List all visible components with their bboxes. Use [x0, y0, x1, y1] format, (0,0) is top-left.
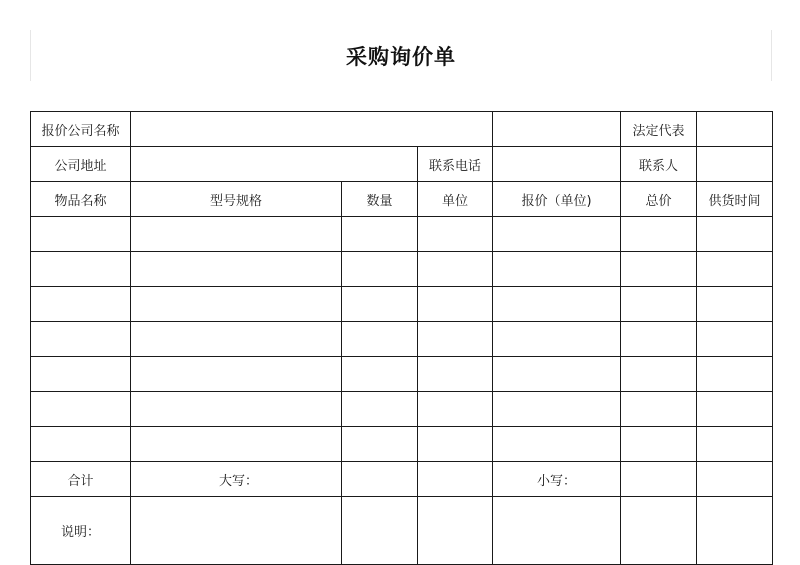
col-header-total-price: 总价 [621, 182, 697, 217]
company-name-label: 报价公司名称 [31, 112, 131, 147]
cell-quantity[interactable] [342, 217, 418, 252]
cell-total-price[interactable] [621, 217, 697, 252]
cell-item-name[interactable] [31, 357, 131, 392]
inquiry-table [30, 111, 773, 565]
address-field[interactable] [131, 147, 418, 182]
cell-delivery-time[interactable] [697, 427, 773, 462]
info-row-company [31, 112, 773, 147]
cell-unit[interactable] [418, 392, 493, 427]
cell-delivery-time[interactable] [697, 252, 773, 287]
legal-rep-field[interactable] [697, 112, 773, 147]
cell-unit[interactable] [418, 287, 493, 322]
col-header-delivery-time: 供货时间 [697, 182, 773, 217]
company-name-field[interactable] [131, 112, 493, 147]
cell-quantity[interactable] [342, 252, 418, 287]
cell-unit[interactable] [418, 252, 493, 287]
notes-cell-4[interactable] [493, 497, 621, 565]
cell-model-spec[interactable] [131, 427, 342, 462]
cell-quantity[interactable] [342, 322, 418, 357]
total-row [31, 462, 773, 497]
cell-quantity[interactable] [342, 427, 418, 462]
table-row [31, 217, 773, 252]
cell-quote[interactable] [493, 427, 621, 462]
cell-unit[interactable] [418, 427, 493, 462]
notes-cell-2[interactable] [342, 497, 418, 565]
cell-item-name[interactable] [31, 392, 131, 427]
col-header-quantity: 数量 [342, 182, 418, 217]
phone-field[interactable] [493, 147, 621, 182]
cell-quote[interactable] [493, 217, 621, 252]
cell-total-price[interactable] [621, 357, 697, 392]
column-header-row [31, 182, 773, 217]
table-row [31, 252, 773, 287]
total-cell-quantity[interactable] [342, 462, 418, 497]
col-header-model-spec: 型号规格 [131, 182, 342, 217]
total-cell-unit[interactable] [418, 462, 493, 497]
total-label: 合计 [31, 462, 131, 497]
cell-quote[interactable] [493, 252, 621, 287]
cell-delivery-time[interactable] [697, 322, 773, 357]
cell-quote[interactable] [493, 357, 621, 392]
contact-field[interactable] [697, 147, 773, 182]
cell-model-spec[interactable] [131, 252, 342, 287]
table-row [31, 322, 773, 357]
inquiry-form [30, 30, 772, 546]
phone-label: 联系电话 [418, 147, 493, 182]
notes-cell-5[interactable] [621, 497, 697, 565]
total-cell-delivery-time[interactable] [697, 462, 773, 497]
cell-item-name[interactable] [31, 217, 131, 252]
cell-total-price[interactable] [621, 287, 697, 322]
notes-cell-6[interactable] [697, 497, 773, 565]
cell-model-spec[interactable] [131, 392, 342, 427]
cell-delivery-time[interactable] [697, 392, 773, 427]
cell-total-price[interactable] [621, 252, 697, 287]
table-row [31, 392, 773, 427]
cell-delivery-time[interactable] [697, 357, 773, 392]
notes-cell-3[interactable] [418, 497, 493, 565]
cell-model-spec[interactable] [131, 217, 342, 252]
cell-delivery-time[interactable] [697, 287, 773, 322]
cell-unit[interactable] [418, 217, 493, 252]
cell-model-spec[interactable] [131, 287, 342, 322]
cell-total-price[interactable] [621, 322, 697, 357]
total-cell-total-price[interactable] [621, 462, 697, 497]
notes-label: 说明： [31, 497, 131, 565]
total-lowercase-label[interactable]: 小写： [493, 462, 621, 497]
notes-row [31, 497, 773, 565]
cell-total-price[interactable] [621, 392, 697, 427]
cell-quantity[interactable] [342, 392, 418, 427]
cell-model-spec[interactable] [131, 357, 342, 392]
legal-rep-label: 法定代表 [621, 112, 697, 147]
table-row [31, 427, 773, 462]
cell-quantity[interactable] [342, 287, 418, 322]
cell-item-name[interactable] [31, 427, 131, 462]
table-row [31, 357, 773, 392]
cell-quote[interactable] [493, 322, 621, 357]
title-area [30, 30, 772, 81]
address-label: 公司地址 [31, 147, 131, 182]
col-header-item-name: 物品名称 [31, 182, 131, 217]
contact-label: 联系人 [621, 147, 697, 182]
info-row-address [31, 147, 773, 182]
col-header-unit: 单位 [418, 182, 493, 217]
cell-unit[interactable] [418, 322, 493, 357]
cell-item-name[interactable] [31, 322, 131, 357]
table-row [31, 287, 773, 322]
cell-quote[interactable] [493, 392, 621, 427]
cell-quantity[interactable] [342, 357, 418, 392]
cell-model-spec[interactable] [131, 322, 342, 357]
cell-delivery-time[interactable] [697, 217, 773, 252]
cell-item-name[interactable] [31, 252, 131, 287]
notes-cell-1[interactable] [131, 497, 342, 565]
cell-total-price[interactable] [621, 427, 697, 462]
form-title: 采购询价单 [346, 44, 456, 69]
col-header-quote: 报价（单位) [493, 182, 621, 217]
cell-unit[interactable] [418, 357, 493, 392]
company-extra-field[interactable] [493, 112, 621, 147]
total-uppercase-label[interactable]: 大写： [131, 462, 342, 497]
cell-quote[interactable] [493, 287, 621, 322]
cell-item-name[interactable] [31, 287, 131, 322]
